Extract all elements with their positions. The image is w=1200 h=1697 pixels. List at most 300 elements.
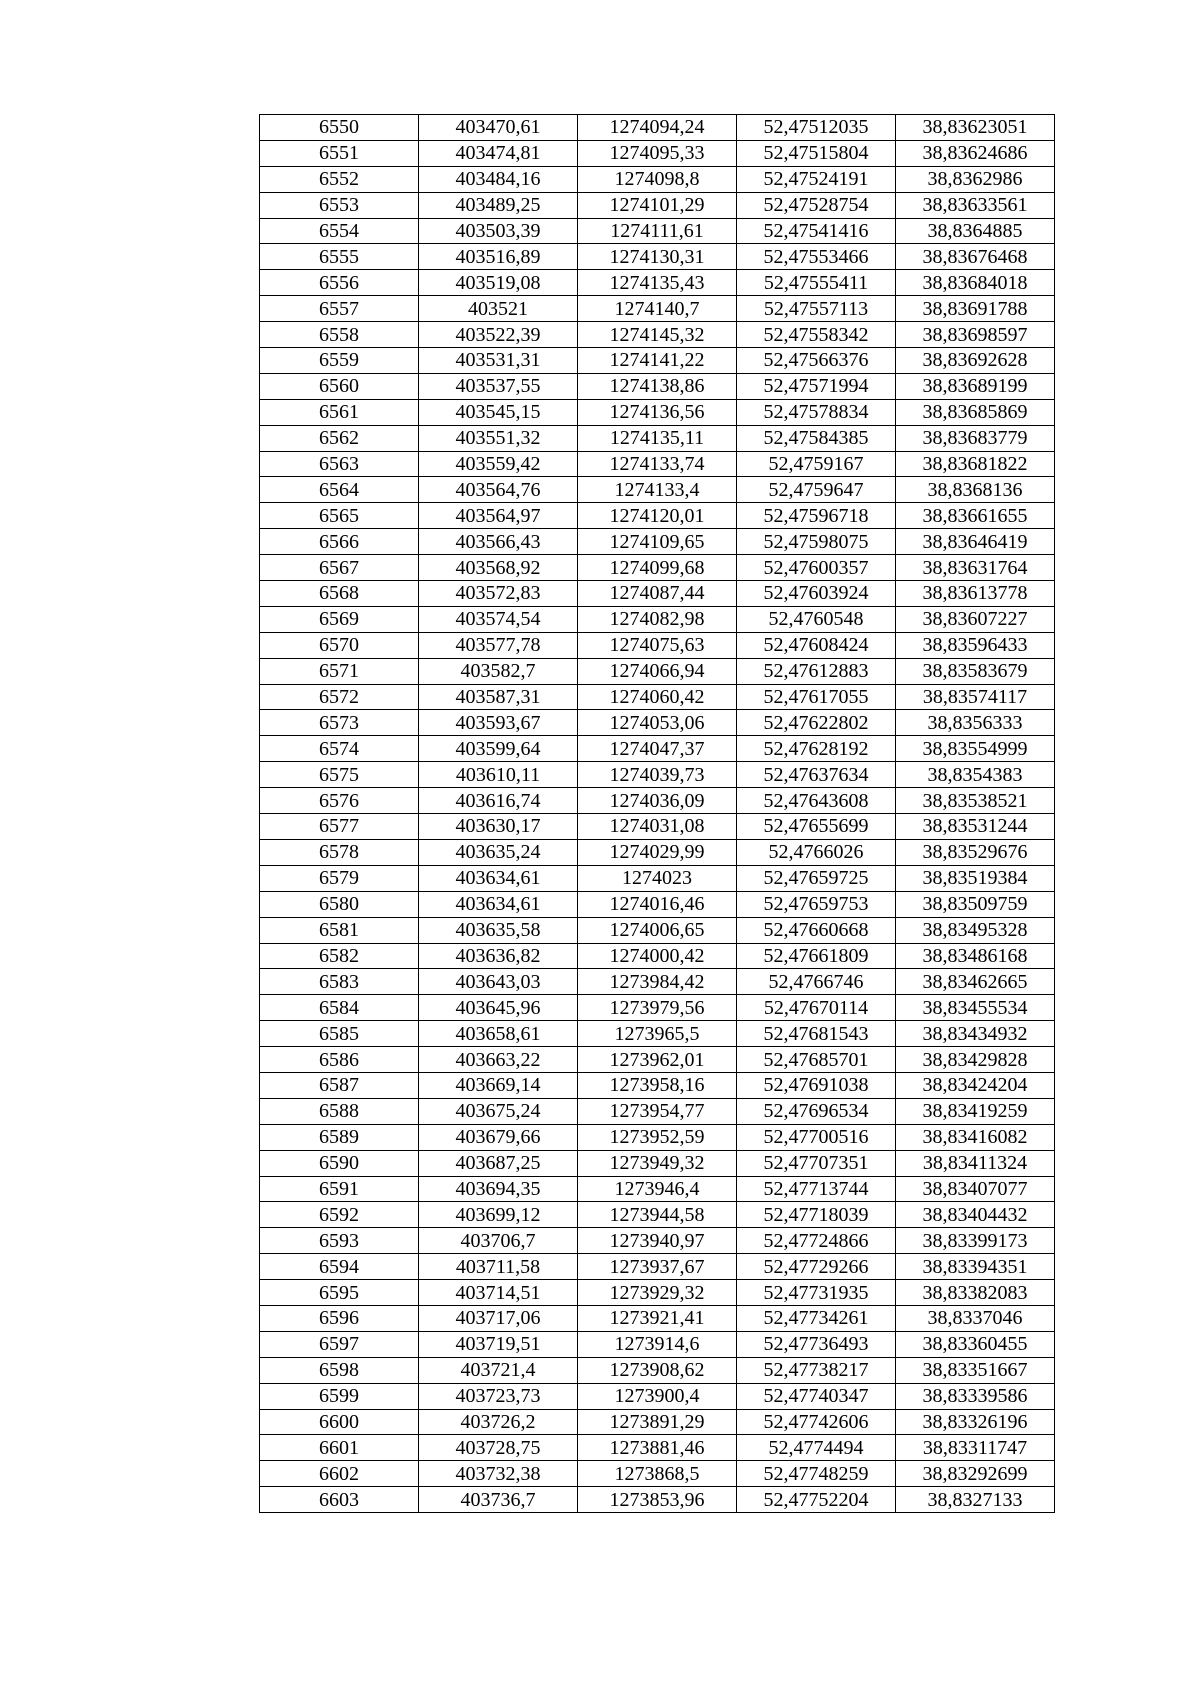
x-coordinate-cell: 403675,24 (419, 1098, 578, 1124)
x-coordinate-cell: 403503,39 (419, 218, 578, 244)
x-coordinate-cell: 403484,16 (419, 166, 578, 192)
longitude-cell: 38,83692628 (896, 348, 1055, 374)
table-row (260, 995, 1055, 1021)
table-row (260, 192, 1055, 218)
y-coordinate-cell: 1273868,5 (578, 1461, 737, 1487)
y-coordinate-cell: 1274138,86 (578, 373, 737, 399)
longitude-cell: 38,83519384 (896, 865, 1055, 891)
longitude-cell: 38,83683779 (896, 425, 1055, 451)
longitude-cell: 38,83684018 (896, 270, 1055, 296)
longitude-cell: 38,83416082 (896, 1124, 1055, 1150)
longitude-cell: 38,8356333 (896, 710, 1055, 736)
longitude-cell: 38,83646419 (896, 529, 1055, 555)
y-coordinate-cell: 1274029,99 (578, 839, 737, 865)
point-number-cell: 6588 (260, 1098, 419, 1124)
point-number-cell: 6558 (260, 322, 419, 348)
table-row (260, 684, 1055, 710)
point-number-cell: 6573 (260, 710, 419, 736)
longitude-cell: 38,83613778 (896, 581, 1055, 607)
latitude-cell: 52,47566376 (737, 348, 896, 374)
longitude-cell: 38,83583679 (896, 658, 1055, 684)
y-coordinate-cell: 1273881,46 (578, 1435, 737, 1461)
table-row (260, 1047, 1055, 1073)
x-coordinate-cell: 403537,55 (419, 373, 578, 399)
coordinates-table-body (260, 115, 1055, 1513)
point-number-cell: 6575 (260, 762, 419, 788)
longitude-cell: 38,83574117 (896, 684, 1055, 710)
latitude-cell: 52,47670114 (737, 995, 896, 1021)
y-coordinate-cell: 1274036,09 (578, 788, 737, 814)
latitude-cell: 52,47584385 (737, 425, 896, 451)
latitude-cell: 52,47612883 (737, 658, 896, 684)
x-coordinate-cell: 403687,25 (419, 1150, 578, 1176)
latitude-cell: 52,47578834 (737, 399, 896, 425)
x-coordinate-cell: 403516,89 (419, 244, 578, 270)
table-row (260, 140, 1055, 166)
table-row (260, 322, 1055, 348)
table-row (260, 1280, 1055, 1306)
longitude-cell: 38,83531244 (896, 814, 1055, 840)
latitude-cell: 52,47628192 (737, 736, 896, 762)
point-number-cell: 6595 (260, 1280, 419, 1306)
latitude-cell: 52,47600357 (737, 555, 896, 581)
x-coordinate-cell: 403564,97 (419, 503, 578, 529)
longitude-cell: 38,83495328 (896, 917, 1055, 943)
longitude-cell: 38,8368136 (896, 477, 1055, 503)
y-coordinate-cell: 1274053,06 (578, 710, 737, 736)
point-number-cell: 6560 (260, 373, 419, 399)
longitude-cell: 38,83529676 (896, 839, 1055, 865)
table-row (260, 658, 1055, 684)
point-number-cell: 6565 (260, 503, 419, 529)
longitude-cell: 38,83360455 (896, 1331, 1055, 1357)
latitude-cell: 52,47555411 (737, 270, 896, 296)
longitude-cell: 38,83623051 (896, 115, 1055, 141)
table-row (260, 1228, 1055, 1254)
latitude-cell: 52,47524191 (737, 166, 896, 192)
point-number-cell: 6602 (260, 1461, 419, 1487)
table-row (260, 1383, 1055, 1409)
y-coordinate-cell: 1274016,46 (578, 891, 737, 917)
coordinates-table (259, 114, 1055, 1513)
table-row (260, 969, 1055, 995)
point-number-cell: 6586 (260, 1047, 419, 1073)
y-coordinate-cell: 1274111,61 (578, 218, 737, 244)
longitude-cell: 38,83596433 (896, 632, 1055, 658)
y-coordinate-cell: 1274095,33 (578, 140, 737, 166)
longitude-cell: 38,83681822 (896, 451, 1055, 477)
point-number-cell: 6561 (260, 399, 419, 425)
point-number-cell: 6562 (260, 425, 419, 451)
y-coordinate-cell: 1274082,98 (578, 606, 737, 632)
point-number-cell: 6564 (260, 477, 419, 503)
y-coordinate-cell: 1274109,65 (578, 529, 737, 555)
point-number-cell: 6589 (260, 1124, 419, 1150)
y-coordinate-cell: 1273944,58 (578, 1202, 737, 1228)
table-row (260, 244, 1055, 270)
longitude-cell: 38,83698597 (896, 322, 1055, 348)
y-coordinate-cell: 1273900,4 (578, 1383, 737, 1409)
y-coordinate-cell: 1274140,7 (578, 296, 737, 322)
latitude-cell: 52,47713744 (737, 1176, 896, 1202)
latitude-cell: 52,47541416 (737, 218, 896, 244)
longitude-cell: 38,83311747 (896, 1435, 1055, 1461)
table-row (260, 1435, 1055, 1461)
x-coordinate-cell: 403587,31 (419, 684, 578, 710)
y-coordinate-cell: 1273946,4 (578, 1176, 737, 1202)
table-row (260, 425, 1055, 451)
latitude-cell: 52,4766026 (737, 839, 896, 865)
y-coordinate-cell: 1274087,44 (578, 581, 737, 607)
y-coordinate-cell: 1274145,32 (578, 322, 737, 348)
latitude-cell: 52,47557113 (737, 296, 896, 322)
table-row (260, 503, 1055, 529)
y-coordinate-cell: 1273958,16 (578, 1072, 737, 1098)
longitude-cell: 38,83633561 (896, 192, 1055, 218)
longitude-cell: 38,83661655 (896, 503, 1055, 529)
x-coordinate-cell: 403732,38 (419, 1461, 578, 1487)
longitude-cell: 38,83462665 (896, 969, 1055, 995)
x-coordinate-cell: 403572,83 (419, 581, 578, 607)
table-row (260, 1461, 1055, 1487)
latitude-cell: 52,47740347 (737, 1383, 896, 1409)
point-number-cell: 6563 (260, 451, 419, 477)
table-row (260, 270, 1055, 296)
point-number-cell: 6577 (260, 814, 419, 840)
point-number-cell: 6551 (260, 140, 419, 166)
x-coordinate-cell: 403634,61 (419, 891, 578, 917)
point-number-cell: 6580 (260, 891, 419, 917)
point-number-cell: 6570 (260, 632, 419, 658)
x-coordinate-cell: 403663,22 (419, 1047, 578, 1073)
point-number-cell: 6554 (260, 218, 419, 244)
table-row (260, 943, 1055, 969)
longitude-cell: 38,83685869 (896, 399, 1055, 425)
longitude-cell: 38,83538521 (896, 788, 1055, 814)
latitude-cell: 52,47617055 (737, 684, 896, 710)
table-row (260, 399, 1055, 425)
y-coordinate-cell: 1273914,6 (578, 1331, 737, 1357)
longitude-cell: 38,83607227 (896, 606, 1055, 632)
longitude-cell: 38,8327133 (896, 1487, 1055, 1513)
x-coordinate-cell: 403522,39 (419, 322, 578, 348)
point-number-cell: 6587 (260, 1072, 419, 1098)
latitude-cell: 52,47724866 (737, 1228, 896, 1254)
y-coordinate-cell: 1274039,73 (578, 762, 737, 788)
point-number-cell: 6592 (260, 1202, 419, 1228)
latitude-cell: 52,47608424 (737, 632, 896, 658)
y-coordinate-cell: 1274000,42 (578, 943, 737, 969)
point-number-cell: 6576 (260, 788, 419, 814)
x-coordinate-cell: 403714,51 (419, 1280, 578, 1306)
longitude-cell: 38,83691788 (896, 296, 1055, 322)
point-number-cell: 6597 (260, 1331, 419, 1357)
longitude-cell: 38,83292699 (896, 1461, 1055, 1487)
latitude-cell: 52,47598075 (737, 529, 896, 555)
point-number-cell: 6584 (260, 995, 419, 1021)
table-row (260, 1357, 1055, 1383)
x-coordinate-cell: 403728,75 (419, 1435, 578, 1461)
y-coordinate-cell: 1274136,56 (578, 399, 737, 425)
y-coordinate-cell: 1274075,63 (578, 632, 737, 658)
y-coordinate-cell: 1273940,97 (578, 1228, 737, 1254)
longitude-cell: 38,83351667 (896, 1357, 1055, 1383)
table-row (260, 1021, 1055, 1047)
longitude-cell: 38,83326196 (896, 1409, 1055, 1435)
table-row (260, 1098, 1055, 1124)
x-coordinate-cell: 403636,82 (419, 943, 578, 969)
point-number-cell: 6567 (260, 555, 419, 581)
x-coordinate-cell: 403470,61 (419, 115, 578, 141)
longitude-cell: 38,83434932 (896, 1021, 1055, 1047)
x-coordinate-cell: 403699,12 (419, 1202, 578, 1228)
longitude-cell: 38,83624686 (896, 140, 1055, 166)
latitude-cell: 52,47736493 (737, 1331, 896, 1357)
table-row (260, 1331, 1055, 1357)
point-number-cell: 6583 (260, 969, 419, 995)
table-row (260, 218, 1055, 244)
table-row (260, 917, 1055, 943)
latitude-cell: 52,47718039 (737, 1202, 896, 1228)
latitude-cell: 52,47512035 (737, 115, 896, 141)
x-coordinate-cell: 403551,32 (419, 425, 578, 451)
y-coordinate-cell: 1274135,11 (578, 425, 737, 451)
table-row (260, 1305, 1055, 1331)
y-coordinate-cell: 1274120,01 (578, 503, 737, 529)
table-row (260, 1124, 1055, 1150)
table-row (260, 1072, 1055, 1098)
x-coordinate-cell: 403577,78 (419, 632, 578, 658)
point-number-cell: 6552 (260, 166, 419, 192)
x-coordinate-cell: 403610,11 (419, 762, 578, 788)
latitude-cell: 52,47515804 (737, 140, 896, 166)
y-coordinate-cell: 1274006,65 (578, 917, 737, 943)
latitude-cell: 52,47558342 (737, 322, 896, 348)
x-coordinate-cell: 403574,54 (419, 606, 578, 632)
y-coordinate-cell: 1273952,59 (578, 1124, 737, 1150)
x-coordinate-cell: 403630,17 (419, 814, 578, 840)
table-row (260, 736, 1055, 762)
x-coordinate-cell: 403711,58 (419, 1254, 578, 1280)
y-coordinate-cell: 1273984,42 (578, 969, 737, 995)
y-coordinate-cell: 1274060,42 (578, 684, 737, 710)
point-number-cell: 6603 (260, 1487, 419, 1513)
x-coordinate-cell: 403559,42 (419, 451, 578, 477)
x-coordinate-cell: 403489,25 (419, 192, 578, 218)
y-coordinate-cell: 1273937,67 (578, 1254, 737, 1280)
x-coordinate-cell: 403658,61 (419, 1021, 578, 1047)
point-number-cell: 6566 (260, 529, 419, 555)
latitude-cell: 52,47622802 (737, 710, 896, 736)
x-coordinate-cell: 403717,06 (419, 1305, 578, 1331)
y-coordinate-cell: 1274141,22 (578, 348, 737, 374)
latitude-cell: 52,47655699 (737, 814, 896, 840)
x-coordinate-cell: 403706,7 (419, 1228, 578, 1254)
point-number-cell: 6598 (260, 1357, 419, 1383)
latitude-cell: 52,47752204 (737, 1487, 896, 1513)
longitude-cell: 38,8337046 (896, 1305, 1055, 1331)
latitude-cell: 52,47738217 (737, 1357, 896, 1383)
table-row (260, 814, 1055, 840)
latitude-cell: 52,4774494 (737, 1435, 896, 1461)
point-number-cell: 6579 (260, 865, 419, 891)
longitude-cell: 38,83382083 (896, 1280, 1055, 1306)
latitude-cell: 52,47661809 (737, 943, 896, 969)
point-number-cell: 6601 (260, 1435, 419, 1461)
table-row (260, 632, 1055, 658)
table-row (260, 762, 1055, 788)
point-number-cell: 6594 (260, 1254, 419, 1280)
latitude-cell: 52,47603924 (737, 581, 896, 607)
x-coordinate-cell: 403634,61 (419, 865, 578, 891)
point-number-cell: 6581 (260, 917, 419, 943)
longitude-cell: 38,83509759 (896, 891, 1055, 917)
x-coordinate-cell: 403566,43 (419, 529, 578, 555)
table-row (260, 477, 1055, 503)
longitude-cell: 38,83689199 (896, 373, 1055, 399)
x-coordinate-cell: 403726,2 (419, 1409, 578, 1435)
latitude-cell: 52,47700516 (737, 1124, 896, 1150)
y-coordinate-cell: 1274133,74 (578, 451, 737, 477)
y-coordinate-cell: 1274047,37 (578, 736, 737, 762)
table-row (260, 166, 1055, 192)
latitude-cell: 52,47696534 (737, 1098, 896, 1124)
point-number-cell: 6569 (260, 606, 419, 632)
y-coordinate-cell: 1273921,41 (578, 1305, 737, 1331)
longitude-cell: 38,83455534 (896, 995, 1055, 1021)
longitude-cell: 38,83486168 (896, 943, 1055, 969)
longitude-cell: 38,83676468 (896, 244, 1055, 270)
latitude-cell: 52,47681543 (737, 1021, 896, 1047)
point-number-cell: 6572 (260, 684, 419, 710)
latitude-cell: 52,47643608 (737, 788, 896, 814)
latitude-cell: 52,47707351 (737, 1150, 896, 1176)
longitude-cell: 38,83424204 (896, 1072, 1055, 1098)
table-row (260, 1409, 1055, 1435)
x-coordinate-cell: 403736,7 (419, 1487, 578, 1513)
y-coordinate-cell: 1273965,5 (578, 1021, 737, 1047)
longitude-cell: 38,83407077 (896, 1176, 1055, 1202)
longitude-cell: 38,83411324 (896, 1150, 1055, 1176)
table-row (260, 1176, 1055, 1202)
longitude-cell: 38,83404432 (896, 1202, 1055, 1228)
table-row (260, 348, 1055, 374)
x-coordinate-cell: 403521 (419, 296, 578, 322)
point-number-cell: 6593 (260, 1228, 419, 1254)
point-number-cell: 6600 (260, 1409, 419, 1435)
y-coordinate-cell: 1273962,01 (578, 1047, 737, 1073)
table-row (260, 555, 1055, 581)
point-number-cell: 6574 (260, 736, 419, 762)
longitude-cell: 38,8364885 (896, 218, 1055, 244)
y-coordinate-cell: 1274135,43 (578, 270, 737, 296)
table-row (260, 581, 1055, 607)
point-number-cell: 6550 (260, 115, 419, 141)
point-number-cell: 6553 (260, 192, 419, 218)
latitude-cell: 52,47637634 (737, 762, 896, 788)
table-row (260, 115, 1055, 141)
x-coordinate-cell: 403564,76 (419, 477, 578, 503)
longitude-cell: 38,83631764 (896, 555, 1055, 581)
point-number-cell: 6582 (260, 943, 419, 969)
longitude-cell: 38,83419259 (896, 1098, 1055, 1124)
latitude-cell: 52,47731935 (737, 1280, 896, 1306)
y-coordinate-cell: 1273908,62 (578, 1357, 737, 1383)
table-row (260, 606, 1055, 632)
latitude-cell: 52,47734261 (737, 1305, 896, 1331)
point-number-cell: 6591 (260, 1176, 419, 1202)
latitude-cell: 52,47691038 (737, 1072, 896, 1098)
longitude-cell: 38,8362986 (896, 166, 1055, 192)
latitude-cell: 52,47659753 (737, 891, 896, 917)
x-coordinate-cell: 403531,31 (419, 348, 578, 374)
x-coordinate-cell: 403616,74 (419, 788, 578, 814)
x-coordinate-cell: 403645,96 (419, 995, 578, 1021)
x-coordinate-cell: 403723,73 (419, 1383, 578, 1409)
point-number-cell: 6578 (260, 839, 419, 865)
latitude-cell: 52,47659725 (737, 865, 896, 891)
latitude-cell: 52,47748259 (737, 1461, 896, 1487)
longitude-cell: 38,83339586 (896, 1383, 1055, 1409)
y-coordinate-cell: 1274094,24 (578, 115, 737, 141)
latitude-cell: 52,47553466 (737, 244, 896, 270)
table-row (260, 1202, 1055, 1228)
point-number-cell: 6559 (260, 348, 419, 374)
table-row (260, 891, 1055, 917)
y-coordinate-cell: 1274023 (578, 865, 737, 891)
table-row (260, 1254, 1055, 1280)
latitude-cell: 52,4759167 (737, 451, 896, 477)
point-number-cell: 6571 (260, 658, 419, 684)
table-row (260, 710, 1055, 736)
point-number-cell: 6556 (260, 270, 419, 296)
y-coordinate-cell: 1274066,94 (578, 658, 737, 684)
point-number-cell: 6557 (260, 296, 419, 322)
latitude-cell: 52,47742606 (737, 1409, 896, 1435)
latitude-cell: 52,4760548 (737, 606, 896, 632)
longitude-cell: 38,83429828 (896, 1047, 1055, 1073)
longitude-cell: 38,83554999 (896, 736, 1055, 762)
x-coordinate-cell: 403582,7 (419, 658, 578, 684)
latitude-cell: 52,47685701 (737, 1047, 896, 1073)
table-row (260, 373, 1055, 399)
point-number-cell: 6555 (260, 244, 419, 270)
x-coordinate-cell: 403545,15 (419, 399, 578, 425)
x-coordinate-cell: 403635,58 (419, 917, 578, 943)
x-coordinate-cell: 403593,67 (419, 710, 578, 736)
latitude-cell: 52,47729266 (737, 1254, 896, 1280)
y-coordinate-cell: 1273979,56 (578, 995, 737, 1021)
y-coordinate-cell: 1273954,77 (578, 1098, 737, 1124)
longitude-cell: 38,8354383 (896, 762, 1055, 788)
table-row (260, 1150, 1055, 1176)
y-coordinate-cell: 1274098,8 (578, 166, 737, 192)
y-coordinate-cell: 1273853,96 (578, 1487, 737, 1513)
y-coordinate-cell: 1273949,32 (578, 1150, 737, 1176)
table-row (260, 788, 1055, 814)
table-row (260, 839, 1055, 865)
x-coordinate-cell: 403719,51 (419, 1331, 578, 1357)
latitude-cell: 52,47596718 (737, 503, 896, 529)
latitude-cell: 52,47571994 (737, 373, 896, 399)
table-row (260, 451, 1055, 477)
y-coordinate-cell: 1273891,29 (578, 1409, 737, 1435)
y-coordinate-cell: 1274101,29 (578, 192, 737, 218)
longitude-cell: 38,83394351 (896, 1254, 1055, 1280)
latitude-cell: 52,47528754 (737, 192, 896, 218)
point-number-cell: 6596 (260, 1305, 419, 1331)
y-coordinate-cell: 1274130,31 (578, 244, 737, 270)
